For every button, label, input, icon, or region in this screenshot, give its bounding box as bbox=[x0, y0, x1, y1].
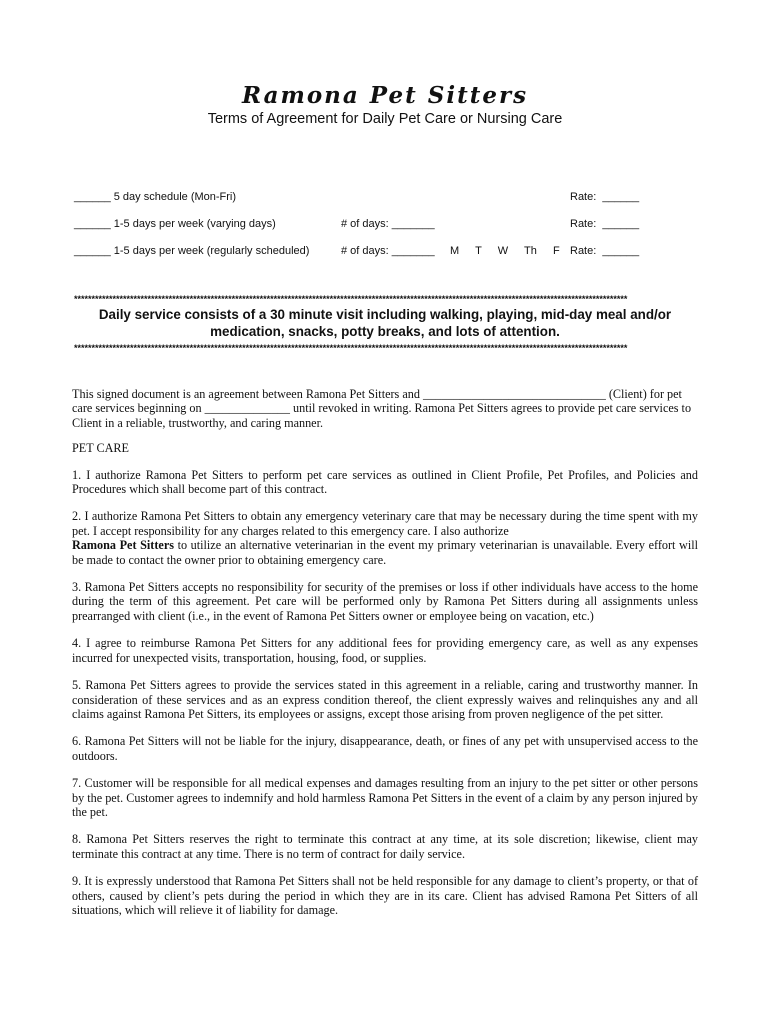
schedule-option-label: ______ 1-5 days per week (regularly scheduled) bbox=[74, 245, 310, 257]
clause-2-text-cont: to utilize an alternative veterinarian in the event my primary veterinarian is unavailable. Every effort will be made to contact the owner prior to obtaining emergency care. bbox=[72, 538, 698, 567]
clause-4: 4. I agree to reimburse Ramona Pet Sitters for any additional fees for providing emergency care, as well as any expenses incurred for unexpected visits, transportation, housing, food, or supplies. bbox=[72, 636, 698, 665]
clause-5: 5. Ramona Pet Sitters agrees to provide the services stated in this agreement in a reliable, caring and trustworthy manner. In consideration of these services and as an express condition thereof, the client expressly waives and relinquishes any and all claims against Ramona Pet Sitters, its employees or assigns, except those arising from proven negligence of the pet sitter. bbox=[72, 678, 698, 721]
schedule-option-label: ______ 1-5 days per week (varying days) bbox=[74, 218, 276, 230]
days-count-field: # of days: _______ bbox=[341, 218, 435, 230]
clause-8: 8. Ramona Pet Sitters reserves the right to terminate this contract at any time, at its sole discretion; likewise, client may terminate this contract at any time. There is no term of contract for daily service. bbox=[72, 832, 698, 861]
asterisk-divider-bottom: ************************************************************************************************************************************************************** bbox=[74, 343, 628, 353]
schedule-row-5-day bbox=[74, 191, 654, 207]
rate-field: Rate: ______ bbox=[570, 245, 640, 257]
banner-line-2: medication, snacks, potty breaks, and lots of attention. bbox=[210, 323, 560, 339]
clause-2-bold-name: Ramona Pet Sitters bbox=[72, 538, 174, 553]
schedule-option-label: ______ 5 day schedule (Mon-Fri) bbox=[74, 191, 237, 203]
document-subtitle: Terms of Agreement for Daily Pet Care or Nursing Care bbox=[207, 111, 563, 127]
service-banner bbox=[60, 307, 710, 340]
asterisk-divider-top: ************************************************************************************************************************************************************** bbox=[74, 294, 628, 304]
agreement-body bbox=[72, 387, 698, 930]
clause-7: 7. Customer will be responsible for all medical expenses and damages resulting from an injury to the pet sitter or other persons by the pet. Customer agrees to indemnify and hold harmless Ramona Pet Sitters in the event of a claim by any person injured by the pet. bbox=[72, 776, 698, 819]
clause-1: 1. I authorize Ramona Pet Sitters to perform pet care services as outlined in Client Profile, Pet Profiles, and Policies and Procedures which shall become part of this contract. bbox=[72, 467, 698, 497]
weekday-options: M T W Th F bbox=[450, 245, 560, 257]
banner-line-1: Daily service consists of a 30 minute visit including walking, playing, mid-day meal and/or bbox=[98, 307, 672, 322]
section-heading: PET CARE bbox=[72, 441, 129, 456]
clause-2-text: 2. I authorize Ramona Pet Sitters to obtain any emergency veterinary care that may be necessary during the time spent with my pet. I accept responsibility for any charges related to this emergency care. I also authorize bbox=[72, 509, 698, 538]
clause-6: 6. Ramona Pet Sitters will not be liable for the injury, disappearance, death, or fines of any pet with unsupervised access to the outdoors. bbox=[72, 734, 698, 763]
rate-field: Rate: ______ bbox=[570, 218, 640, 230]
agreement-intro: This signed document is an agreement between Ramona Pet Sitters and ______________________________ (Client) for pet care services beginning on ______________ until revoked in writing. Ramona Pet Sitters agrees to provide pet care services to Client in a reliable, trustworthy, and caring manner. bbox=[72, 387, 692, 430]
rate-field: Rate: ______ bbox=[570, 191, 640, 203]
schedule-row-regular bbox=[74, 245, 654, 261]
clause-9: 9. It is expressly understood that Ramona Pet Sitters shall not be held responsible for any damage to client’s property, or that of others, caused by client’s pets during the period in which they are in its care. Client has advised Ramona Pet Sitters of all situations, which will relieve it of liability for damage. bbox=[72, 874, 698, 917]
clause-3: 3. Ramona Pet Sitters accepts no responsibility for security of the premises or loss if other individuals have access to the home during the term of this agreement. Pet care will be performed only by Ramona Pet Sitters during all assignments unless prearranged with client (i.e., in the event of Ramona Pet Sitters owner or employee being on vacation, etc.) bbox=[72, 580, 698, 623]
schedule-row-varying bbox=[74, 218, 654, 234]
days-count-field: # of days: _______ bbox=[341, 245, 435, 257]
clause-2 bbox=[72, 509, 698, 567]
document-title: Ramona Pet Sitters bbox=[241, 82, 529, 109]
